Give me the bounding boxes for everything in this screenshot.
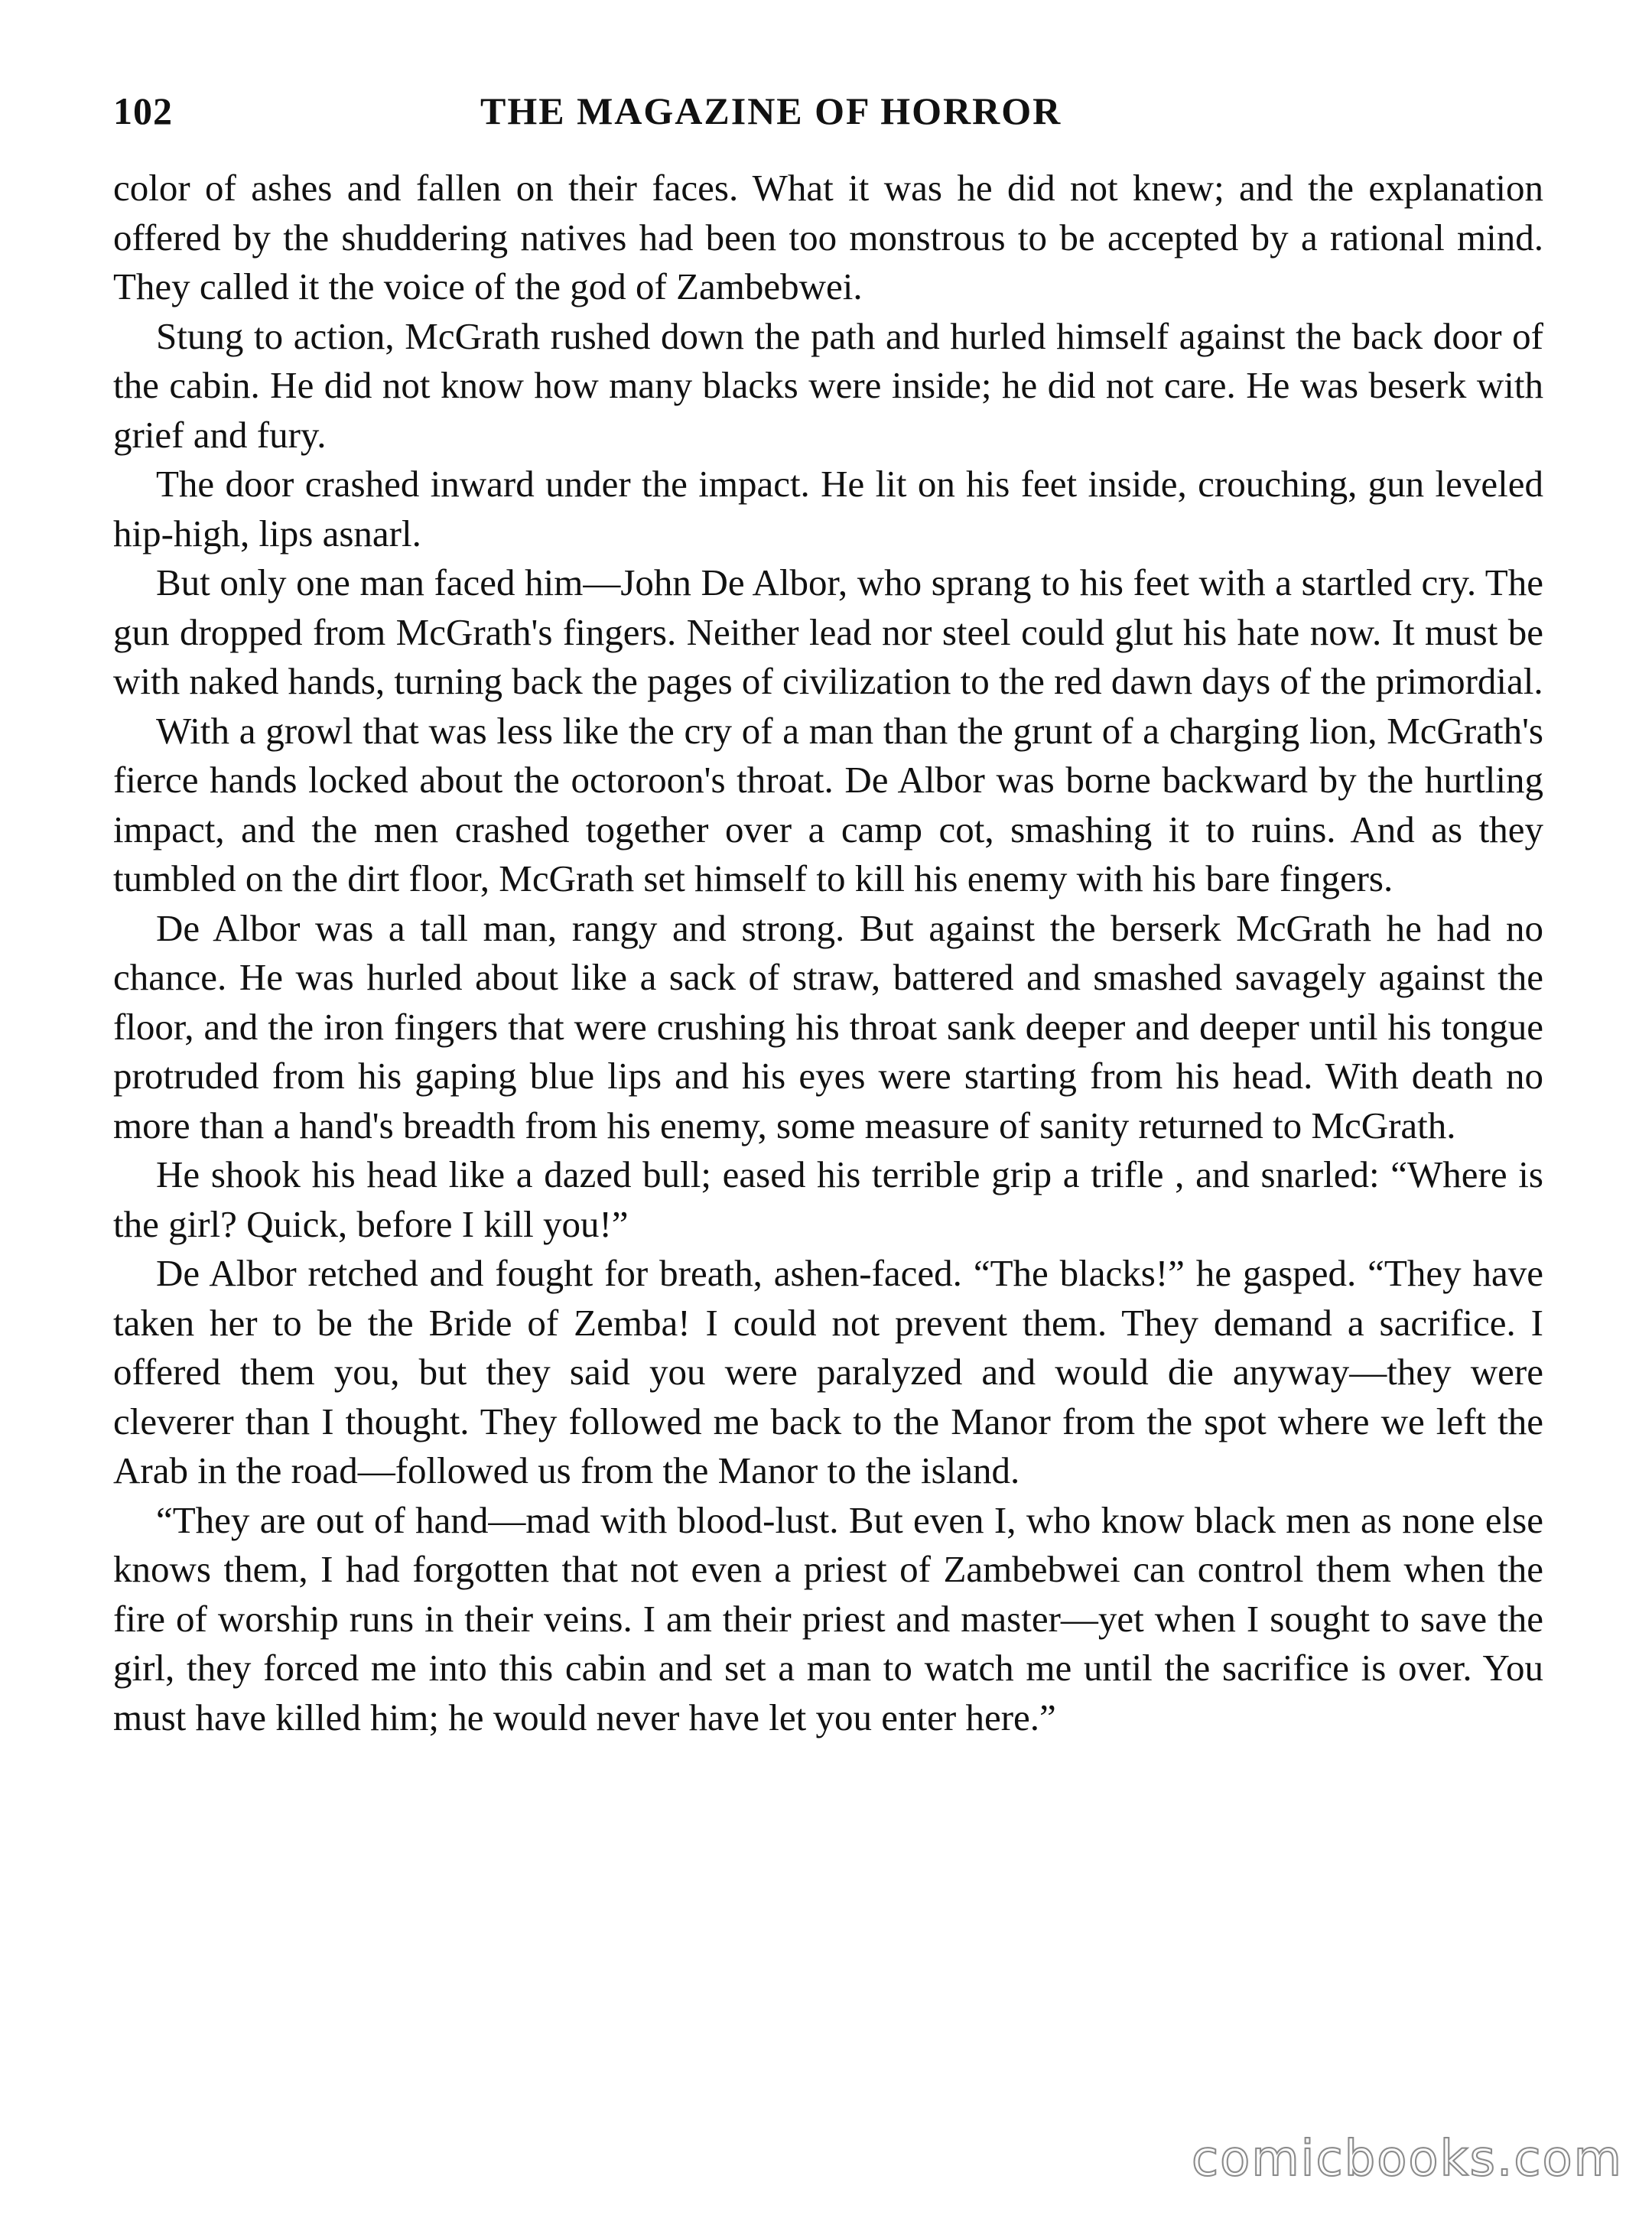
page-header: [113, 89, 1551, 150]
paragraph: De Albor retched and fought for breath, ashen-faced. “The blacks!” he gasped. “They have taken her to be the Bride of Zemba! I could not prevent them. They demand a sacrifice. I offered them you, but they said you were paralyzed and would die anyway—they were cleverer than I thought. They followed me back to the Manor from the spot where we left the Arab in the road—followed us from the Manor to the island.: [113, 1252, 1543, 1491]
page-number: 102: [113, 89, 173, 132]
paragraph: The door crashed inward under the impact. He lit on his feet inside, crouching, gun leveled hip-high, lips asnarl.: [113, 463, 1543, 554]
paragraph: But only one man faced him—John De Albor, who sprang to his feet with a startled cry. The gun dropped from McGrath's fingers. Neither lead nor steel could glut his hate now. It must be with naked hands, turning back the pages of civilization to the red dawn days of the primordial.: [113, 561, 1543, 702]
paragraph: “They are out of hand—mad with blood-lust. But even I, who know black men as none else knows them, I had forgotten that not even a priest of Zambebwei can control them when the fire of worship runs in their veins. I am their priest and master—yet when I sought to save the girl, they forced me into this cabin and set a man to watch me until the sacrifice is over. You must have killed him; he would never have let you enter here.”: [113, 1498, 1543, 1738]
paragraph: De Albor was a tall man, rangy and strong. But against the berserk McGrath he had no chance. He was hurled about like a sack of straw, battered and smashed savagely against the floor, and the iron fingers that were crushing his throat sank deeper and deeper until his tongue protruded from his gaping blue lips and his eyes were starting from his head. With death no more than a hand's breadth from his enemy, some measure of sanity returned to McGrath.: [113, 906, 1543, 1146]
paragraph: With a growl that was less like the cry of a man than the grunt of a charging lion, McGrath's fierce hands locked about the octoroon's throat. De Albor was borne backward by the hurtling impact, and the men crashed together over a camp cot, smashing it to ruins. And as they tumbled on the dirt floor, McGrath set himself to kill his enemy with his bare fingers.: [113, 709, 1543, 899]
paragraph: color of ashes and fallen on their faces. What it was he did not knew; and the explanation offered by the shuddering natives had been too monstrous to be accepted by a rational mind. They called it the voice of the god of Zambebwei.: [113, 167, 1543, 307]
paragraph: He shook his head like a dazed bull; eased his terrible grip a trifle , and snarled: “Where is the girl? Quick, before I kill you!”: [113, 1153, 1543, 1245]
running-title: THE MAGAZINE OF HORROR: [480, 89, 1062, 132]
story-text: [113, 164, 1543, 1742]
paragraph: Stung to action, McGrath rushed down the path and hurled himself against the back door of the cabin. He did not know how many blacks were inside; he did not care. He was beserk with grief and fury.: [113, 314, 1543, 456]
watermark-logo: comicbooks.com: [1191, 2131, 1623, 2187]
